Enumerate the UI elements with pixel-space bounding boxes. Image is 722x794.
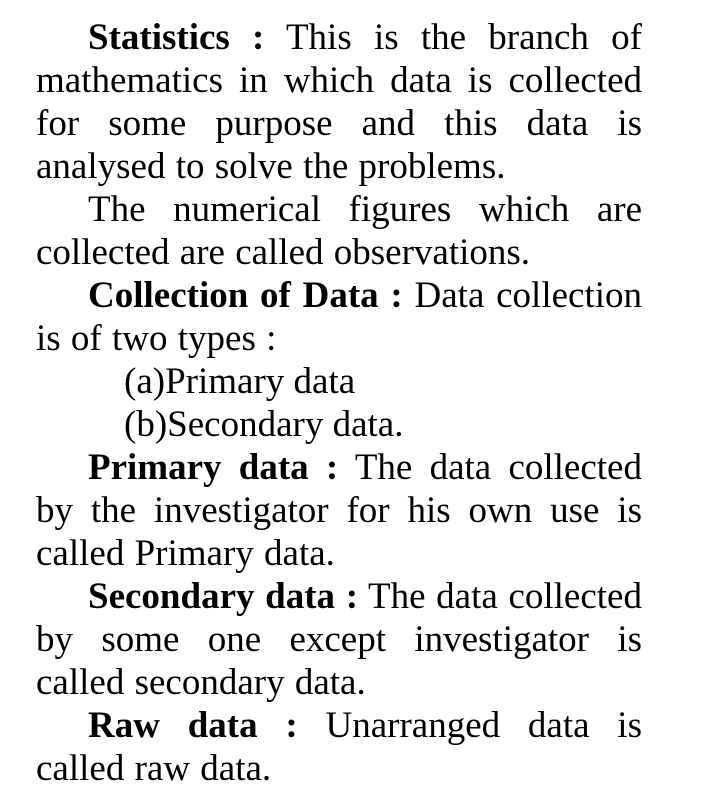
paragraph-raw-data	[36, 704, 642, 790]
term-collection-of-data: Collection of Data :	[88, 275, 403, 316]
list-item-b-marker: (b)	[124, 404, 168, 445]
list-item-a-text: Primary data	[165, 361, 356, 402]
paragraph-observations-text: The numerical figures which are collected are called observations.	[36, 189, 642, 273]
paragraph-primary-data	[36, 446, 642, 575]
paragraph-observations	[36, 188, 642, 274]
list-item-b-text: Secondary data.	[167, 404, 404, 445]
paragraph-secondary-data-text: The data collected by some one except investigator is called secondary data.	[36, 576, 642, 703]
list-item-a	[36, 360, 642, 403]
term-statistics: Statistics :	[88, 17, 265, 58]
paragraph-collection-of-data	[36, 274, 642, 360]
paragraph-statistics-text: This is the branch of mathematics in which data is collected for some purpose and this data is analysed to solve the problems.	[36, 17, 642, 187]
list-item-a-marker: (a)	[124, 361, 166, 402]
paragraph-statistics	[36, 16, 642, 188]
paragraph-primary-data-text: The data collected by the investigator for his own use is called Primary data.	[36, 447, 642, 574]
term-raw-data: Raw data :	[88, 705, 298, 746]
paragraph-collection-of-data-text: Data collection is of two types :	[36, 275, 642, 359]
term-secondary-data: Secondary data :	[88, 576, 359, 617]
list-item-b	[36, 403, 642, 446]
paragraph-secondary-data	[36, 575, 642, 704]
term-primary-data: Primary data :	[88, 447, 339, 488]
paragraph-raw-data-text: Unarranged data is called raw data.	[36, 705, 642, 789]
